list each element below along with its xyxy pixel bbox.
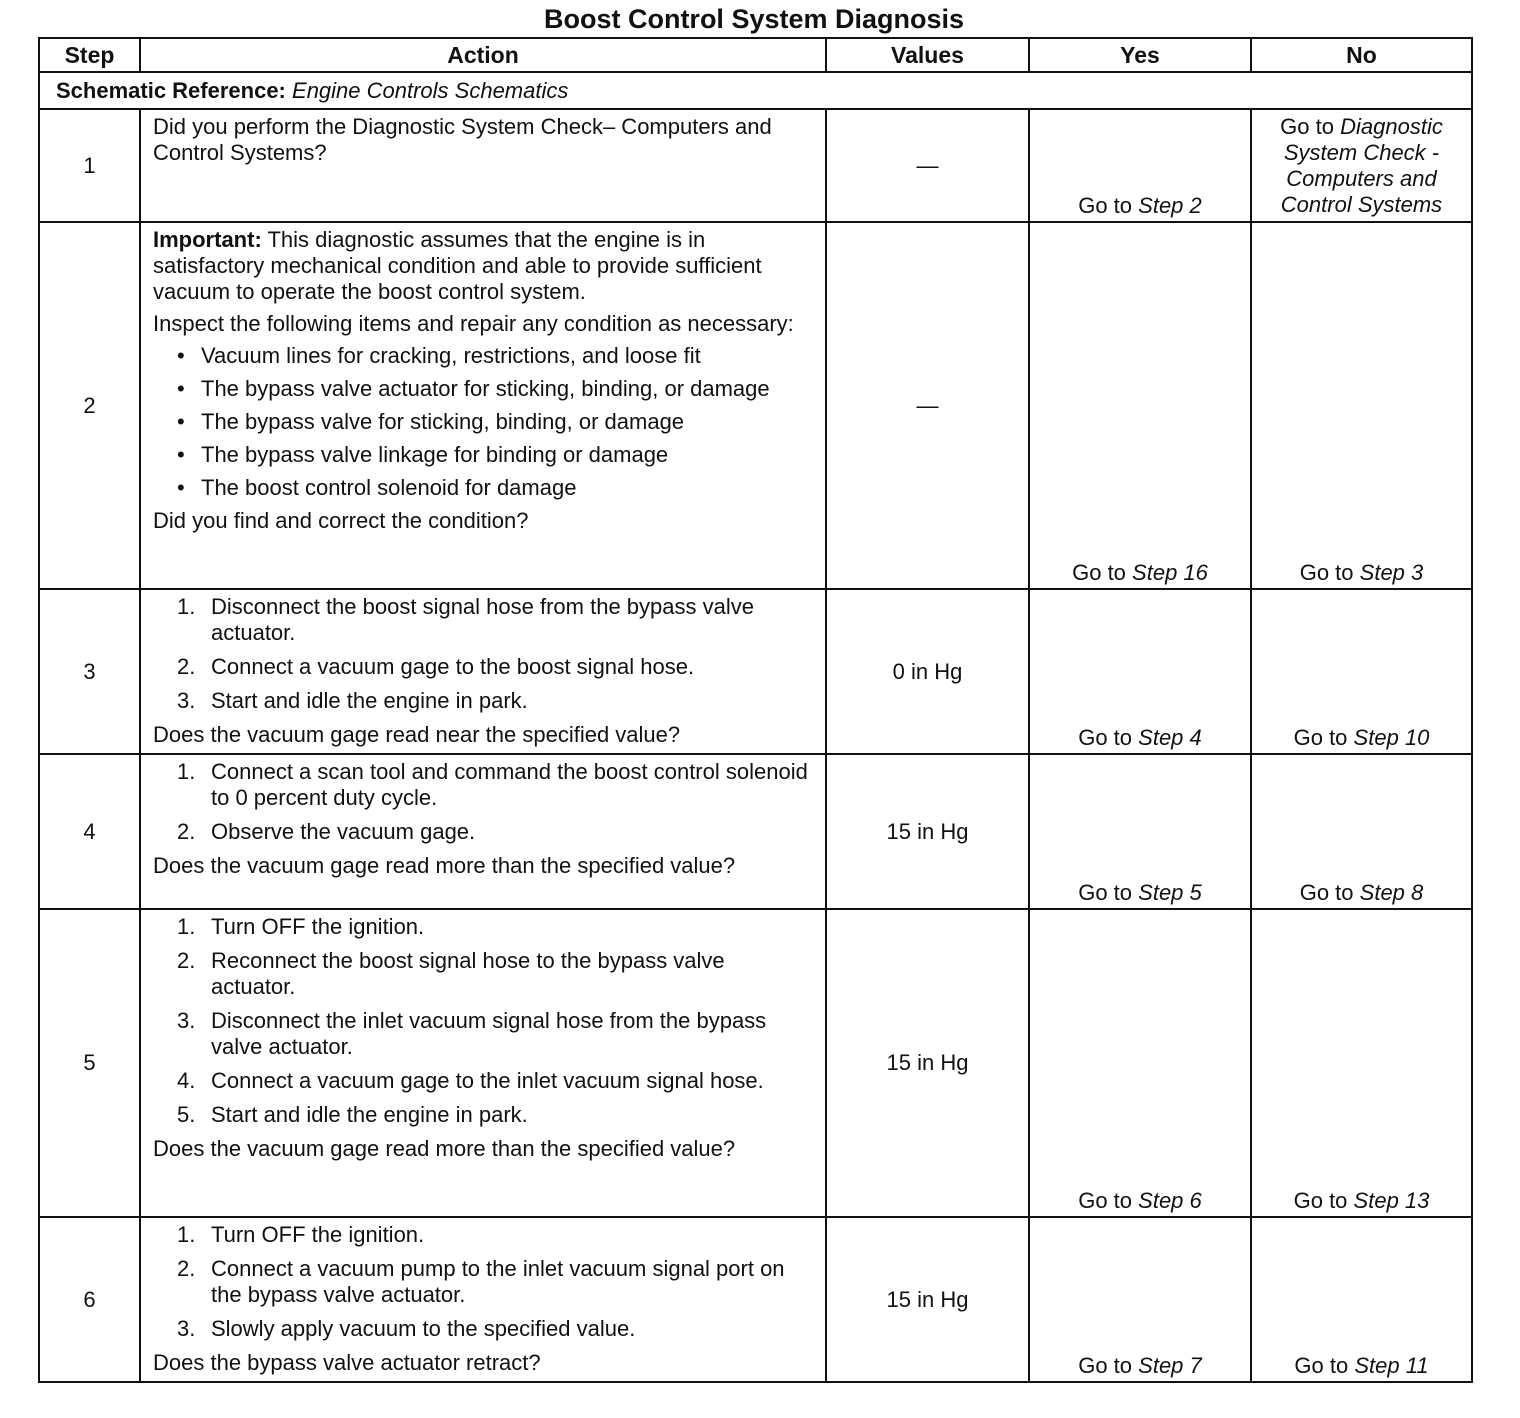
- spec-value: 15 in Hg: [826, 1217, 1029, 1382]
- list-item-number: 4.: [177, 1068, 196, 1093]
- action-cell: [140, 1217, 826, 1382]
- list-item-number: 3.: [177, 1008, 196, 1033]
- goto-label: Go to: [1078, 1188, 1133, 1213]
- list-item-text: Connect a vacuum gage to the inlet vacuum signal hose.: [211, 1068, 764, 1093]
- list-item-number: 1.: [177, 1222, 196, 1247]
- table-row: [39, 222, 1472, 589]
- list-item: [177, 654, 813, 680]
- list-item-number: 2.: [177, 948, 196, 973]
- list-item-number: 1.: [177, 759, 196, 784]
- list-item-text: Connect a vacuum pump to the inlet vacuum signal port on the bypass valve actuator.: [211, 1256, 785, 1307]
- table-row: [39, 754, 1472, 909]
- goto-label: Go to: [1072, 560, 1126, 585]
- spec-value: 15 in Hg: [826, 909, 1029, 1217]
- list-item-text: Start and idle the engine in park.: [211, 1102, 528, 1127]
- action-cell: [140, 109, 826, 222]
- list-item-text: Connect a scan tool and command the boost control solenoid to 0 percent duty cycle.: [211, 759, 808, 810]
- goto-label: Go to: [1078, 725, 1133, 750]
- list-item: [177, 948, 813, 1000]
- step-number: 5: [39, 909, 140, 1217]
- goto-label: Go to: [1078, 193, 1133, 218]
- yes-cell: [1029, 909, 1251, 1217]
- spec-value: 0 in Hg: [826, 589, 1029, 754]
- action-question: Does the bypass valve actuator retract?: [153, 1350, 541, 1375]
- goto-label: Go to: [1078, 1353, 1133, 1378]
- action-paragraph: [153, 227, 813, 305]
- action-cell: [140, 589, 826, 754]
- list-item: [177, 688, 813, 714]
- action-paragraph: [153, 114, 813, 166]
- goto-link[interactable]: Step 7: [1138, 1353, 1202, 1378]
- list-item-number: 2.: [177, 654, 196, 679]
- list-item: [177, 594, 813, 646]
- header-row: [39, 38, 1472, 72]
- yes-cell: [1029, 589, 1251, 754]
- goto-link[interactable]: Diagnostic System Check - Computers and Control Systems: [1280, 114, 1443, 217]
- list-item-number: 5.: [177, 1102, 196, 1127]
- step-number: 3: [39, 589, 140, 754]
- spec-value: —: [826, 222, 1029, 589]
- action-cell: [140, 754, 826, 909]
- no-cell: [1251, 589, 1472, 754]
- goto-label: Go to: [1299, 560, 1354, 585]
- action-cell: [140, 909, 826, 1217]
- list-item-number: 1.: [177, 914, 196, 939]
- no-cell: [1251, 109, 1472, 222]
- goto-link[interactable]: Step 3: [1359, 560, 1424, 585]
- list-item-number: 2.: [177, 1256, 196, 1281]
- step-number: 1: [39, 109, 140, 222]
- table-row: [39, 1217, 1472, 1382]
- goto-link[interactable]: Step 11: [1354, 1353, 1429, 1378]
- list-item: [177, 1256, 813, 1308]
- action-paragraph: [153, 311, 813, 337]
- goto-link[interactable]: Step 10: [1353, 725, 1430, 750]
- goto-label: Go to: [1299, 880, 1354, 905]
- header-step: Step: [39, 38, 140, 72]
- step-number: 6: [39, 1217, 140, 1382]
- list-item-text: Disconnect the inlet vacuum signal hose from the bypass valve actuator.: [211, 1008, 767, 1059]
- goto-link[interactable]: Step 16: [1132, 560, 1208, 585]
- action-text: Inspect the following items and repair any condition as necessary:: [153, 311, 794, 336]
- important-label: Important:: [153, 227, 262, 252]
- list-item-text: Turn OFF the ignition.: [211, 1222, 425, 1247]
- goto-link[interactable]: Step 5: [1138, 880, 1202, 905]
- procedure-list: [153, 594, 813, 714]
- list-item: [177, 1008, 813, 1060]
- yes-cell: [1029, 754, 1251, 909]
- list-item-number: 1.: [177, 594, 196, 619]
- header-yes: Yes: [1029, 38, 1251, 72]
- list-item: • The bypass valve for sticking, binding, or damage: [177, 409, 813, 435]
- list-item-text: Slowly apply vacuum to the specified value.: [211, 1316, 636, 1341]
- list-item-text: Turn OFF the ignition.: [211, 914, 425, 939]
- header-action: Action: [140, 38, 826, 72]
- list-item: • The boost control solenoid for damage: [177, 475, 813, 501]
- step-number: 4: [39, 754, 140, 909]
- action-text: Did you perform the Diagnostic System Check– Computers and Control Systems?: [153, 114, 772, 165]
- yes-cell: [1029, 222, 1251, 589]
- goto-label: Go to: [1280, 114, 1334, 139]
- action-question: Does the vacuum gage read more than the specified value?: [153, 1136, 736, 1161]
- spec-value: 15 in Hg: [826, 754, 1029, 909]
- goto-label: Go to: [1293, 725, 1348, 750]
- goto-label: Go to: [1078, 880, 1133, 905]
- page-title: Boost Control System Diagnosis: [543, 4, 965, 34]
- no-cell: [1251, 909, 1472, 1217]
- no-cell: [1251, 1217, 1472, 1382]
- reference-label: Schematic Reference:: [56, 77, 286, 103]
- goto-link[interactable]: Step 4: [1138, 725, 1202, 750]
- no-cell: [1251, 222, 1472, 589]
- list-item: [177, 1102, 813, 1128]
- yes-cell: [1029, 109, 1251, 222]
- list-item: [177, 914, 813, 940]
- inspection-list: [153, 343, 813, 501]
- list-item-text: Connect a vacuum gage to the boost signal hose.: [211, 654, 695, 679]
- step-number: 2: [39, 222, 140, 589]
- list-item-number: 3.: [177, 1316, 196, 1341]
- action-question: Does the vacuum gage read near the specified value?: [153, 722, 681, 747]
- list-item: [177, 1222, 813, 1248]
- goto-label: Go to: [1294, 1353, 1349, 1378]
- header-values: Values: [826, 38, 1029, 72]
- goto-label: Go to: [1293, 1188, 1348, 1213]
- list-item: [177, 819, 813, 845]
- table-row: [39, 909, 1472, 1217]
- list-item-text: Start and idle the engine in park.: [211, 688, 528, 713]
- spec-value: —: [826, 109, 1029, 222]
- list-item-text: Observe the vacuum gage.: [211, 819, 476, 844]
- list-item: [177, 1316, 813, 1342]
- list-item-number: 2.: [177, 819, 196, 844]
- no-cell: [1251, 754, 1472, 909]
- list-item-text: Reconnect the boost signal hose to the bypass valve actuator.: [211, 948, 725, 999]
- goto-link[interactable]: Step 8: [1359, 880, 1424, 905]
- schematic-reference: [39, 72, 1472, 109]
- goto-link[interactable]: Step 2: [1138, 193, 1202, 218]
- action-text: This diagnostic assumes that the engine is in satisfactory mechanical condition and able to provide sufficient vacuum to operate the boost control system.: [153, 227, 762, 304]
- yes-cell: [1029, 1217, 1251, 1382]
- reference-link[interactable]: Engine Controls Schematics: [292, 77, 569, 103]
- list-item: • Vacuum lines for cracking, restrictions, and loose fit: [177, 343, 813, 369]
- diagnosis-table: [38, 37, 1473, 1383]
- header-no: No: [1251, 38, 1472, 72]
- schematic-reference-row: [39, 72, 1472, 109]
- procedure-list: [153, 1222, 813, 1342]
- goto-link[interactable]: Step 13: [1353, 1188, 1430, 1213]
- action-question: Did you find and correct the condition?: [153, 508, 529, 533]
- goto-link[interactable]: Step 6: [1138, 1188, 1202, 1213]
- list-item-number: 3.: [177, 688, 196, 713]
- list-item: • The bypass valve actuator for sticking, binding, or damage: [177, 376, 813, 402]
- list-item: [177, 759, 813, 811]
- action-cell: [140, 222, 826, 589]
- table-row: [39, 109, 1472, 222]
- procedure-list: [153, 759, 813, 845]
- procedure-list: [153, 914, 813, 1128]
- table-row: [39, 589, 1472, 754]
- list-item: [177, 1068, 813, 1094]
- list-item: • The bypass valve linkage for binding or damage: [177, 442, 813, 468]
- action-question: Does the vacuum gage read more than the specified value?: [153, 853, 736, 878]
- list-item-text: Disconnect the boost signal hose from the bypass valve actuator.: [211, 594, 754, 645]
